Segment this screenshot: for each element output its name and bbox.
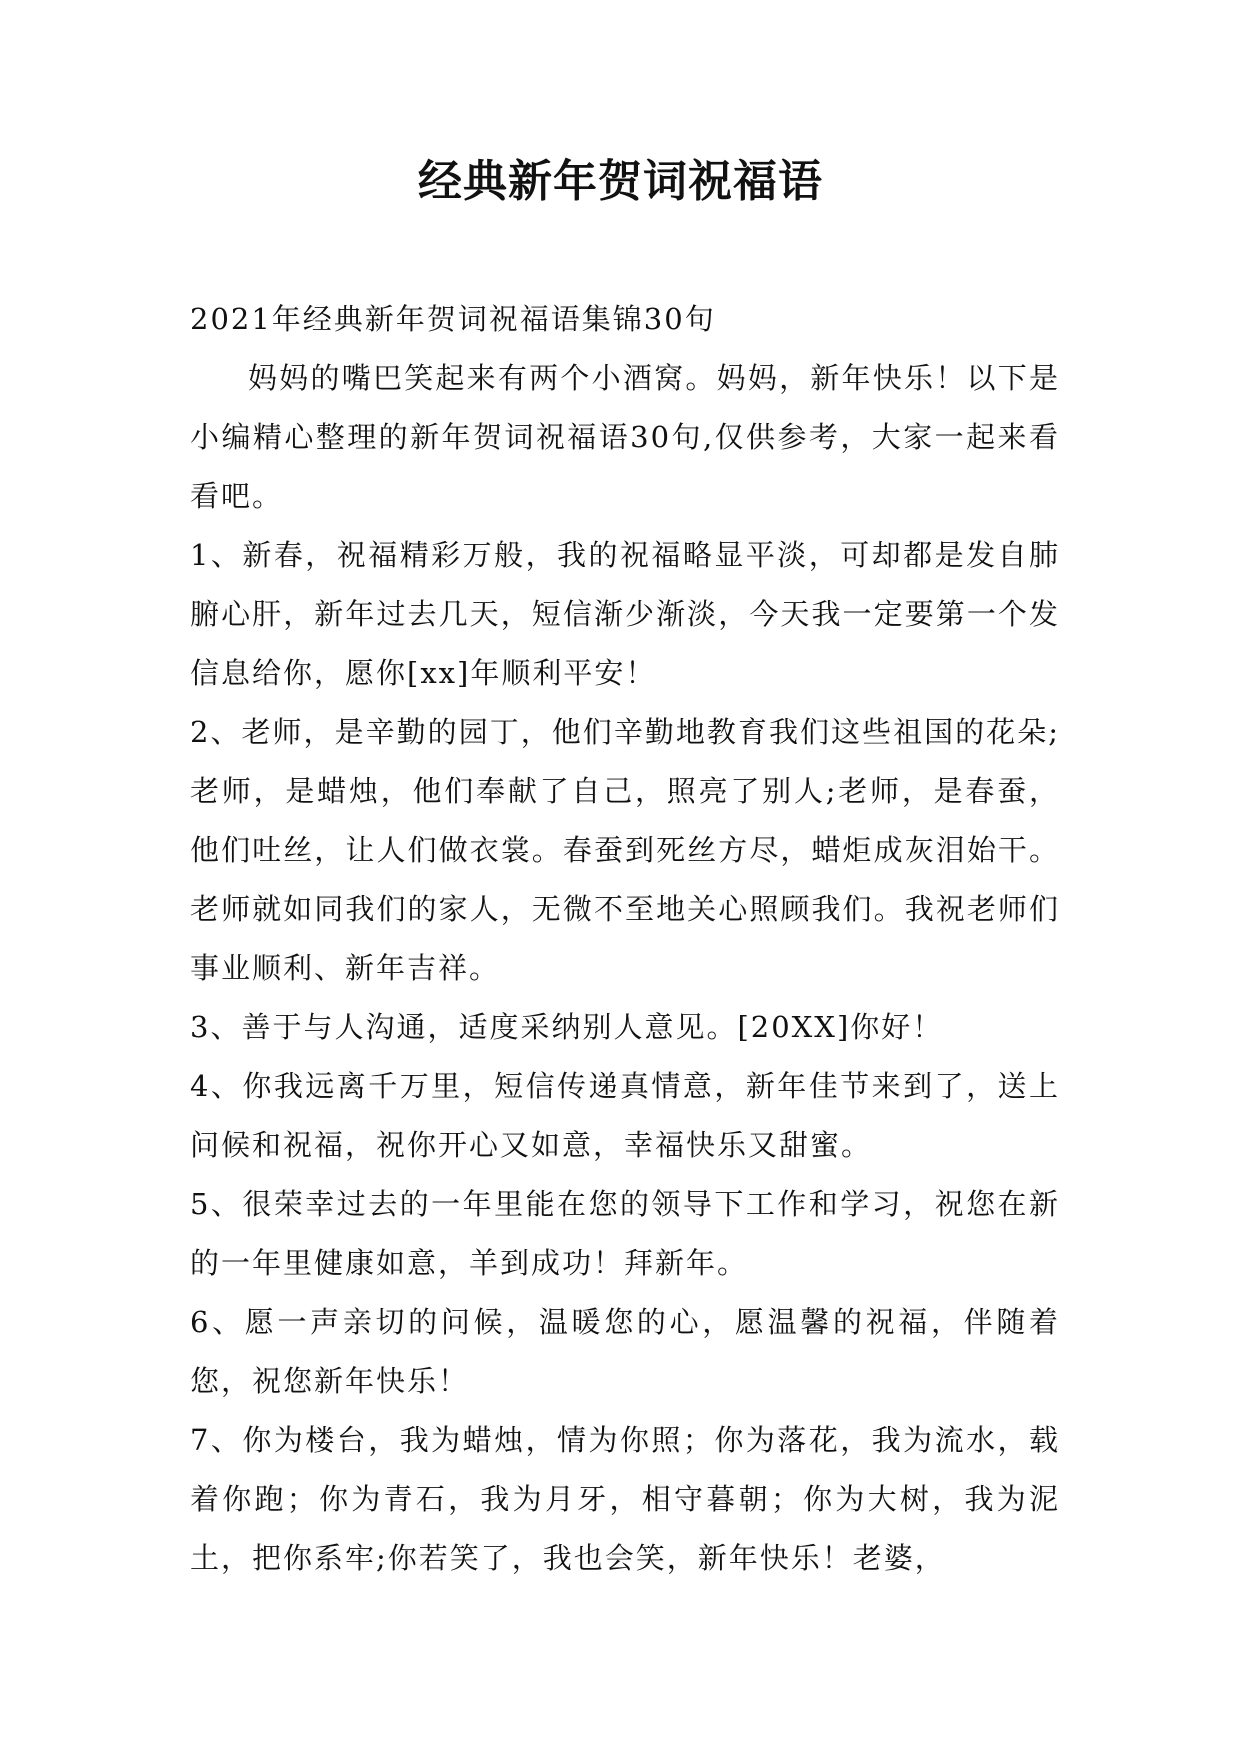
greeting-item-2: 2、老师，是辛勤的园丁，他们辛勤地教育我们这些祖国的花朵;老师，是蜡烛，他们奉献了自己，照亮了别人;老师，是春蚕，他们吐丝，让人们做衣裳。春蚕到死丝方尽，蜡炬成灰泪始干。老师就如同我们的家人，无微不至地关心照顾我们。我祝老师们事业顺利、新年吉祥。 <box>190 715 1060 985</box>
document-body <box>190 290 1060 1588</box>
subtitle-paragraph: 2021年经典新年贺词祝福语集锦30句 <box>190 302 716 336</box>
greeting-item-4: 4、你我远离千万里，短信传递真情意，新年佳节来到了，送上问候和祝福，祝你开心又如意，幸福快乐又甜蜜。 <box>190 1069 1060 1162</box>
greeting-item-7: 7、你为楼台，我为蜡烛，情为你照；你为落花，我为流水，载着你跑；你为青石，我为月牙，相守暮朝；你为大树，我为泥土，把你系牢;你若笑了，我也会笑，新年快乐！老婆， <box>190 1423 1060 1575</box>
document-title: 经典新年贺词祝福语 <box>418 156 823 207</box>
greeting-item-5: 5、很荣幸过去的一年里能在您的领导下工作和学习，祝您在新的一年里健康如意，羊到成功！拜新年。 <box>190 1187 1060 1280</box>
intro-paragraph: 妈妈的嘴巴笑起来有两个小酒窝。妈妈，新年快乐！以下是小编精心整理的新年贺词祝福语30句,仅供参考，大家一起来看看吧。 <box>190 361 1060 513</box>
greeting-item-1: 1、新春，祝福精彩万般，我的祝福略显平淡，可却都是发自肺腑心肝，新年过去几天，短信渐少渐淡，今天我一定要第一个发信息给你，愿你[xx]年顺利平安！ <box>190 538 1060 690</box>
greeting-item-3: 3、善于与人沟通，适度采纳别人意见。[20XX]你好！ <box>190 1010 944 1044</box>
greeting-item-6: 6、愿一声亲切的问候，温暖您的心，愿温馨的祝福，伴随着您，祝您新年快乐！ <box>190 1305 1060 1398</box>
